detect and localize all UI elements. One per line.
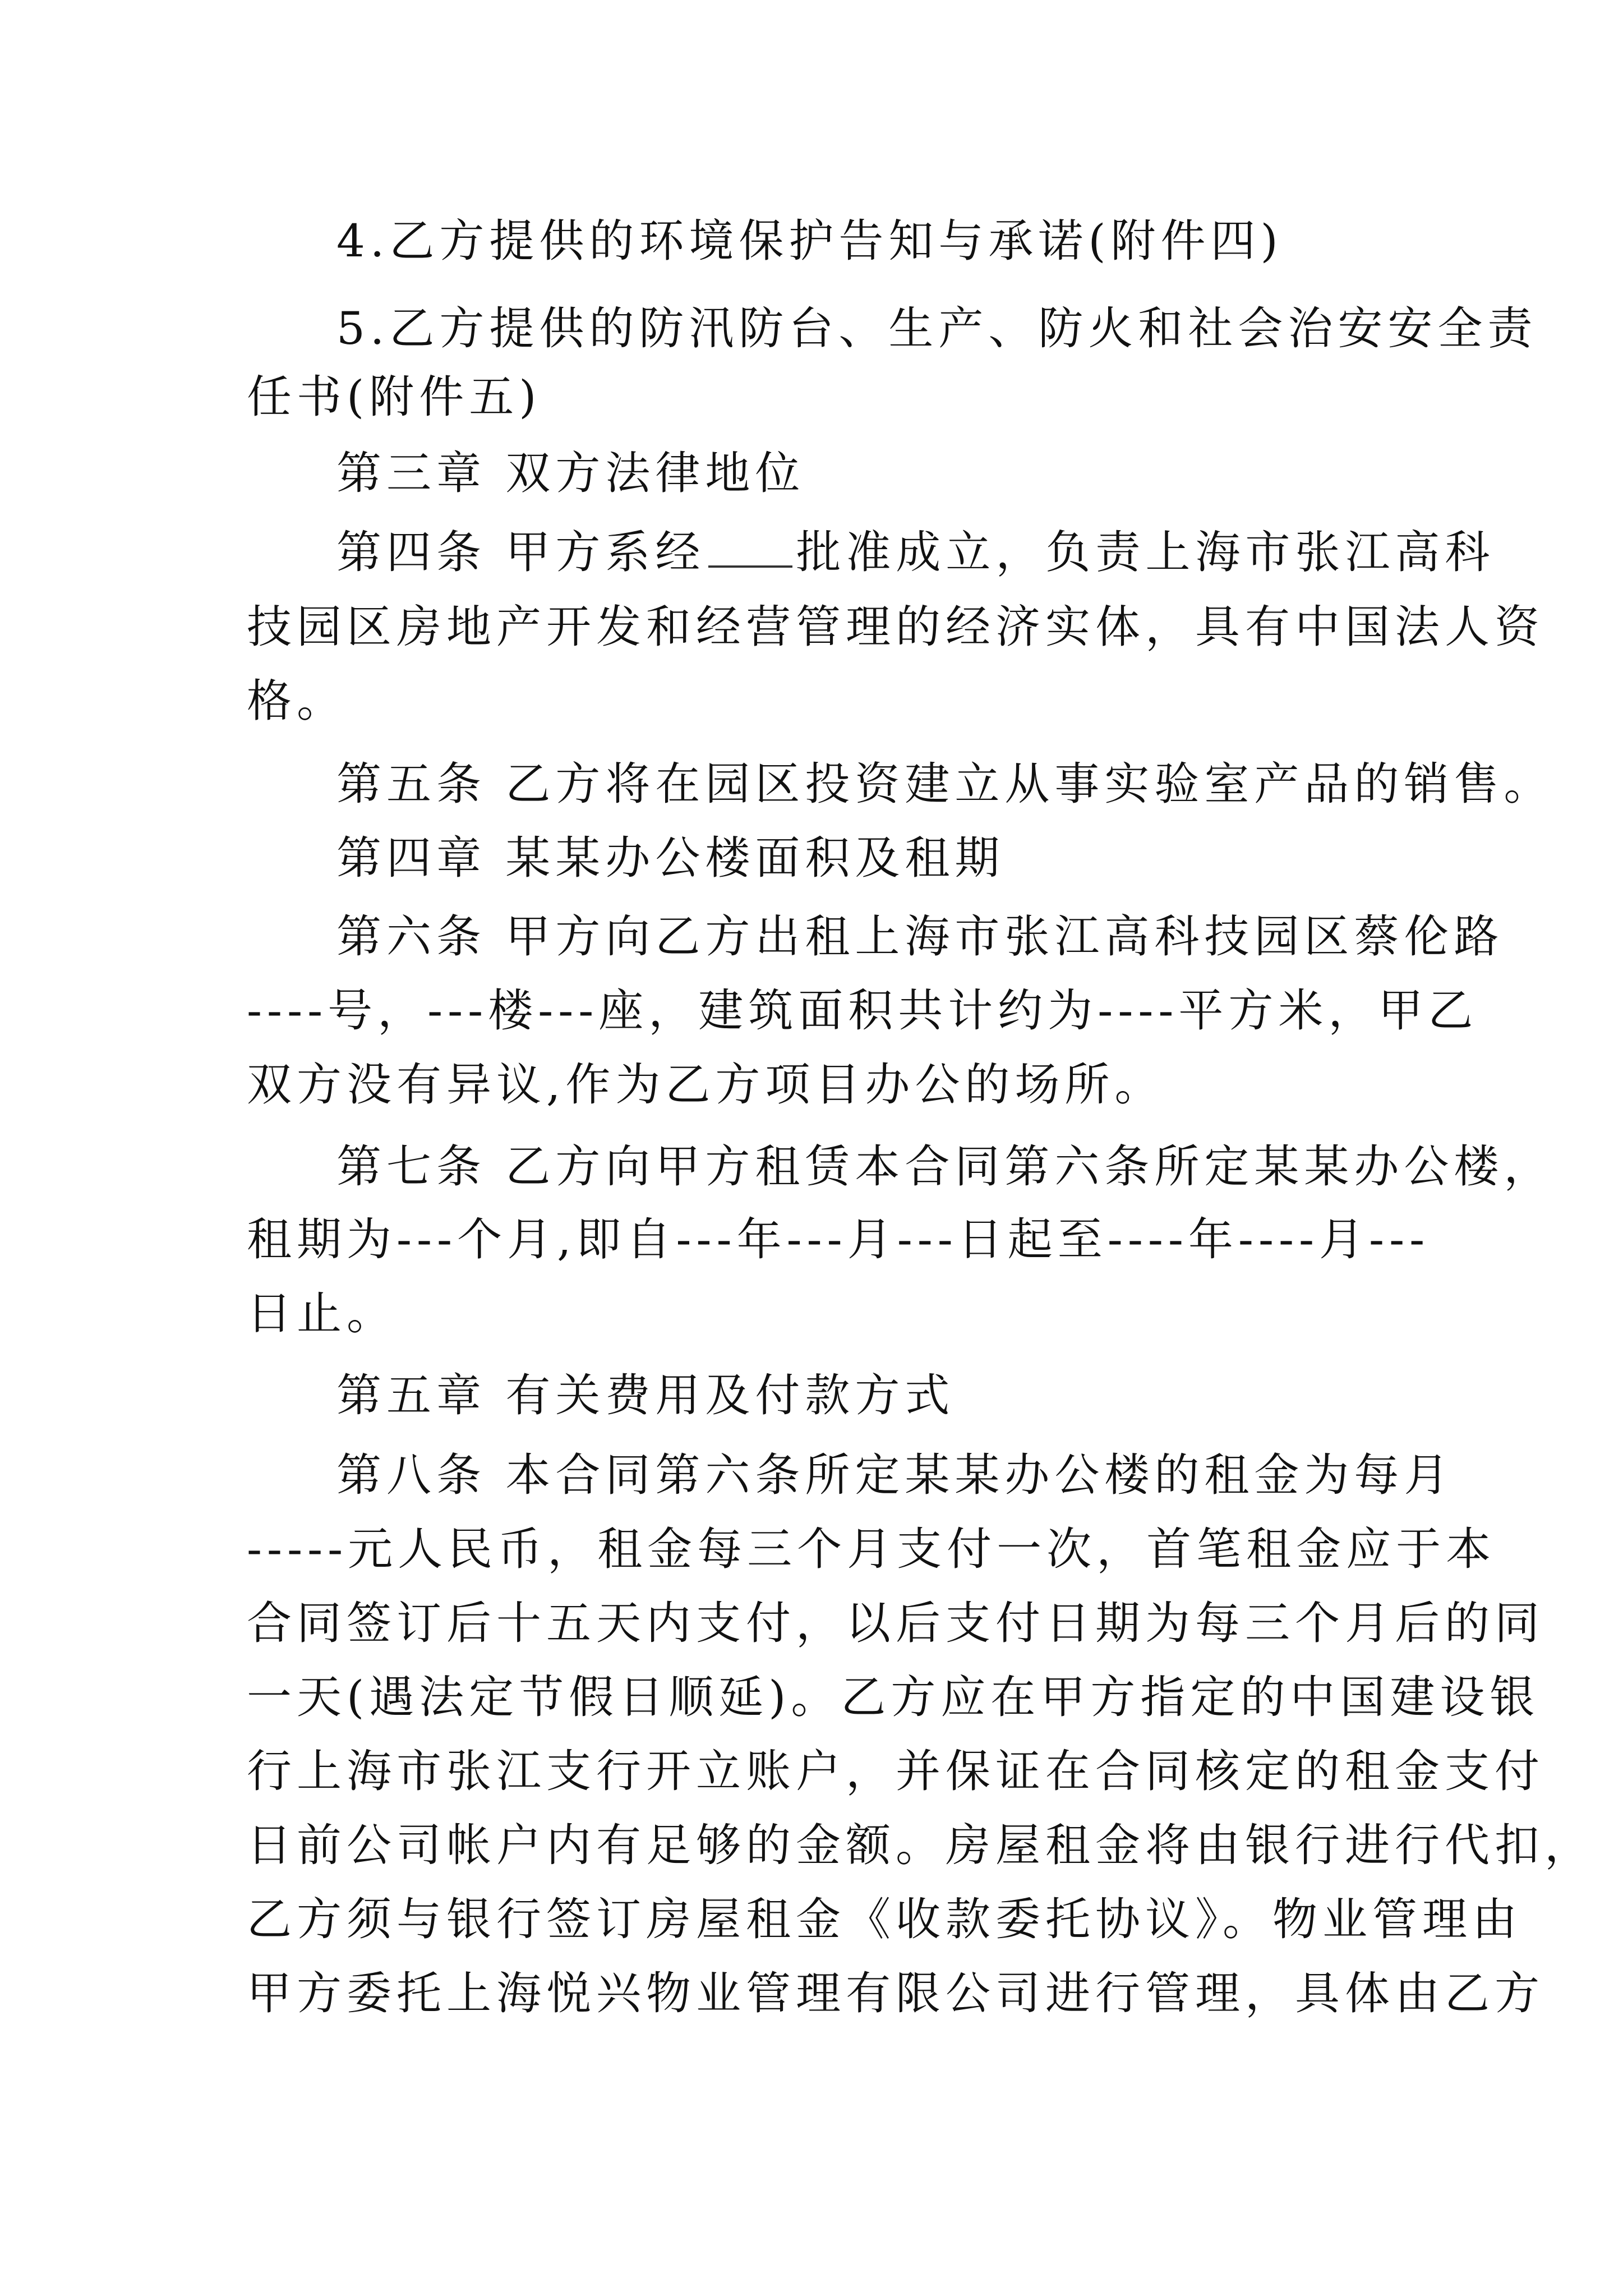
article-8-line-1: 第八条 本合同第六条所定某某办公楼的租金为每月 — [336, 1449, 1454, 1501]
article-8-line-6: 日前公司帐户内有足够的金额。房屋租金将由银行进行代扣， — [247, 1819, 1594, 1871]
article-5: 第五条 乙方将在园区投资建立从事实验室产品的销售。 — [336, 758, 1554, 810]
article-6-line-3: 双方没有异议,作为乙方项目办公的场所。 — [247, 1059, 1165, 1111]
article-4-suffix: 批准成立，负责上海市张江高科 — [796, 526, 1495, 578]
article-8-line-5: 行上海市张江支行开立账户，并保证在合同核定的租金支付 — [247, 1745, 1544, 1797]
article-7-line-1: 第七条 乙方向甲方租赁本合同第六条所定某某办公楼， — [336, 1140, 1554, 1193]
chapter-3-heading: 第三章 双方法律地位 — [336, 447, 805, 499]
chapter-5-heading: 第五章 有关费用及付款方式 — [336, 1369, 955, 1421]
article-4-line-3: 格。 — [247, 675, 347, 727]
article-4-line-1 — [336, 519, 1495, 586]
article-8-line-3: 合同签订后十五天内支付，以后支付日期为每三个月后的同 — [247, 1597, 1544, 1649]
article-7-line-3: 日止。 — [247, 1287, 396, 1340]
chapter-4-heading: 第四章 某某办公楼面积及租期 — [336, 832, 1005, 884]
article-4-line-2: 技园区房地产开发和经营管理的经济实体，具有中国法人资 — [247, 601, 1544, 653]
article-8-line-7: 乙方须与银行签订房屋租金《收款委托协议》。物业管理由 — [247, 1893, 1522, 1945]
blank-underline — [708, 565, 792, 568]
article-8-line-8: 甲方委托上海悦兴物业管理有限公司进行管理，具体由乙方 — [247, 1967, 1544, 2019]
article-7-line-2: 租期为---个月,即自---年---月---日起至----年----月--- — [247, 1213, 1430, 1266]
article-4-prefix: 第四条 甲方系经 — [336, 526, 706, 578]
article-6-line-2: ----号，---楼---座，建筑面积共计约为----平方米，甲乙 — [247, 984, 1478, 1037]
article-8-line-2: -----元人民币，租金每三个月支付一次，首笔租金应于本 — [247, 1523, 1496, 1575]
article-6-line-1: 第六条 甲方向乙方出租上海市张江高科技园区蔡伦路 — [336, 910, 1504, 963]
item-5-attachment-cont: 任书(附件五) — [247, 371, 542, 423]
item-4-attachment: 4.乙方提供的环境保护告知与承诺(附件四) — [336, 215, 1283, 267]
article-8-line-4: 一天(遇法定节假日顺延)。乙方应在甲方指定的中国建设银 — [247, 1671, 1540, 1723]
item-5-attachment: 5.乙方提供的防汛防台、生产、防火和社会治安安全责 — [336, 302, 1538, 355]
